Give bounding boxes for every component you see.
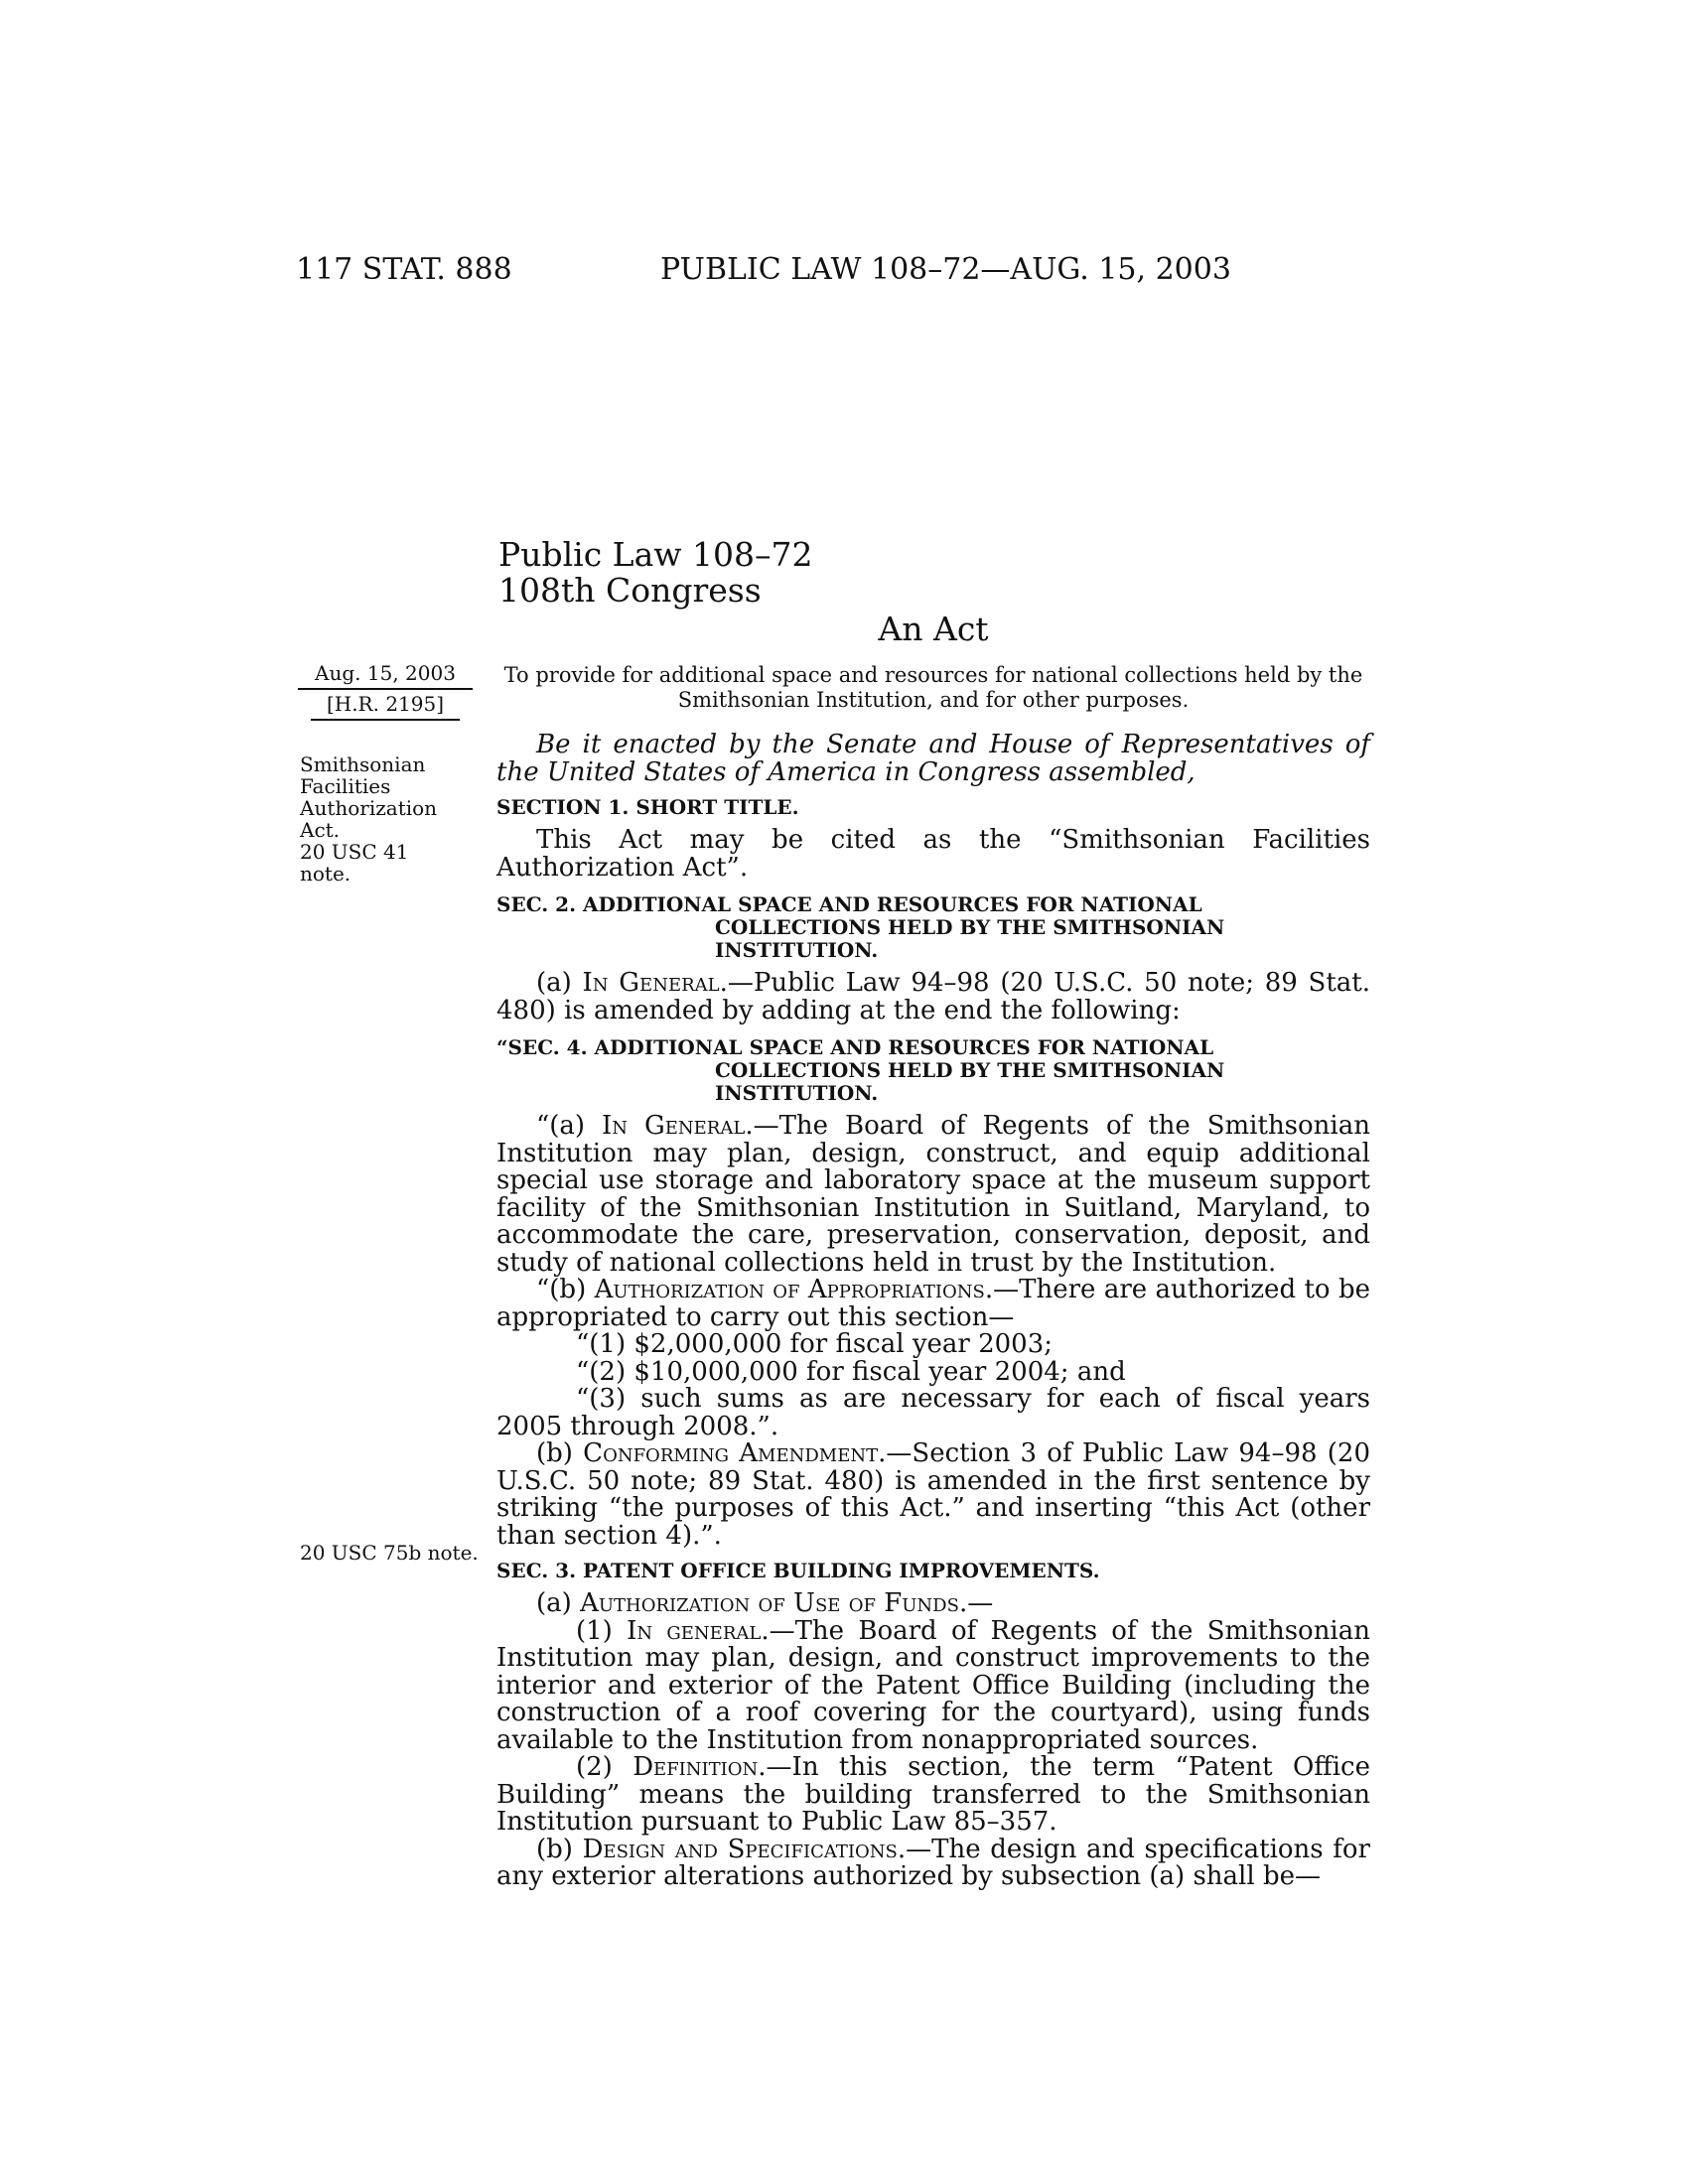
section-4-b-caption: Authorization of Appropriations [594,1275,985,1304]
section-2-b-label: (b) [536,1438,584,1468]
margin-bill-number: [H.R. 2195] [311,690,460,721]
section-4-a-label: “(a) [536,1111,603,1141]
margin-enactment-date: Aug. 15, 2003 [298,662,473,690]
section-3-a-caption: Authorization of Use of Funds [580,1588,959,1618]
section-3-a-text: .— [958,1588,994,1618]
section-4-b-text: .—There are authorized to be appropriated to carry out this section— [496,1275,1370,1332]
section-3-b-caption: Design and Specifications [582,1834,898,1864]
section-1-text: This Act may be cited as the “Smithsonian Facilities Authorization Act”. [496,825,1370,883]
section-2-b [496,1440,1370,1550]
an-act-heading: An Act [878,610,989,648]
section-2-a [496,970,1370,1024]
act-purpose: To provide for additional space and resources for national collections held by the Smithsonian Institution, and for other purposes. [503,663,1363,712]
section-3-a-1 [496,1615,1370,1755]
margin-usc-note-1: 20 USC 41 note. [300,840,409,886]
enacting-clause: Be it enacted by the Senate and House of Representatives of the United States of America in Congress assembled, [496,730,1370,787]
margin-short-title-note [300,753,459,885]
section-4-a-text: .—The Board of Regents of the Smithsonian Institution may plan, design, construct, and equip additional special use storage and laboratory space at the museum support facility of the Smithsonian Institution in Suitland, Maryland, to accommodate the care, preservation, conservation, deposit, and study of national collections held in trust by the Institution. [496,1111,1370,1278]
section-3-heading: SEC. 3. PATENT OFFICE BUILDING IMPROVEMENTS. [496,1559,1100,1582]
section-4-b-1: “(1) $2,000,000 for fiscal year 2003; [576,1329,1054,1359]
section-2-b-caption: Conforming Amendment [583,1438,879,1468]
margin-date-bill-box [298,662,473,721]
section-3-a [496,1590,1370,1618]
section-3-a-2-label: (2) [576,1752,633,1782]
act-body [496,732,1370,1891]
section-4-b-label: “(b) [536,1275,595,1304]
section-2-heading: SEC. 2. ADDITIONAL SPACE AND RESOURCES FOR NATIONAL COLLECTIONS HELD BY THE SMITHSONIAN INSTITUTION. [496,892,1225,962]
section-2-a-label: (a) [536,968,583,998]
margin-usc-note-2: 20 USC 75b note. [300,1541,479,1565]
section-3-a-2-text: .—In this section, the term “Patent Office Building” means the building transferred to the Smithsonian Institution pursuant to Public Law 85–357. [496,1752,1371,1837]
section-4-b-3: “(3) such sums as are necessary for each of fiscal years 2005 through 2008.”. [496,1384,1370,1441]
section-3-a-label: (a) [536,1588,581,1618]
section-1-heading: SECTION 1. SHORT TITLE. [496,795,799,819]
congress-number: 108th Congress [498,571,762,610]
section-3-a-2 [496,1754,1370,1837]
section-3-a-2-caption: Definition [633,1752,759,1782]
section-4-b [496,1277,1370,1331]
section-2-b-text: .—Section 3 of Public Law 94–98 (20 U.S.C. 50 note; 89 Stat. 480) is amended in the first sentence by striking “the purposes of this Act.” and inserting “this Act (other than section 4).”. [496,1438,1370,1551]
running-head-title: PUBLIC LAW 108–72—AUG. 15, 2003 [660,252,1231,287]
section-4-a [496,1113,1370,1277]
section-3-b [496,1834,1370,1891]
section-2-a-caption: In General [582,968,720,998]
section-3-b-text: .—The design and specifications for any exterior alterations authorized by subsection (a) shall be— [496,1834,1370,1891]
section-3-a-1-label: (1) [576,1615,628,1646]
statute-page-reference: 117 STAT. 888 [296,252,512,287]
section-2-a-text: .—Public Law 94–98 (20 U.S.C. 50 note; 89 Stat. 480) is amended by adding at the end the following: [496,968,1370,1025]
section-4-b-2: “(2) $10,000,000 for fiscal year 2004; and [576,1356,1126,1387]
section-3-a-1-text: .—The Board of Regents of the Smithsonian Institution may plan, design, and construct improvements to the interior and exterior of the Patent Office Building (including the construction of a roof covering for the courtyard), using funds available to the Institution from nonappropriated sources. [496,1615,1370,1755]
margin-short-title-text: Smithsonian Facilities Authorization Act. [300,752,438,842]
section-4-heading: “SEC. 4. ADDITIONAL SPACE AND RESOURCES FOR NATIONAL COLLECTIONS HELD BY THE SMITHSONIAN INSTITUTION. [496,1035,1225,1105]
public-law-number: Public Law 108–72 [498,535,813,574]
section-3-a-1-caption: In general [627,1615,762,1646]
section-3-b-label: (b) [536,1834,583,1864]
section-4-a-caption: In General [602,1111,746,1141]
